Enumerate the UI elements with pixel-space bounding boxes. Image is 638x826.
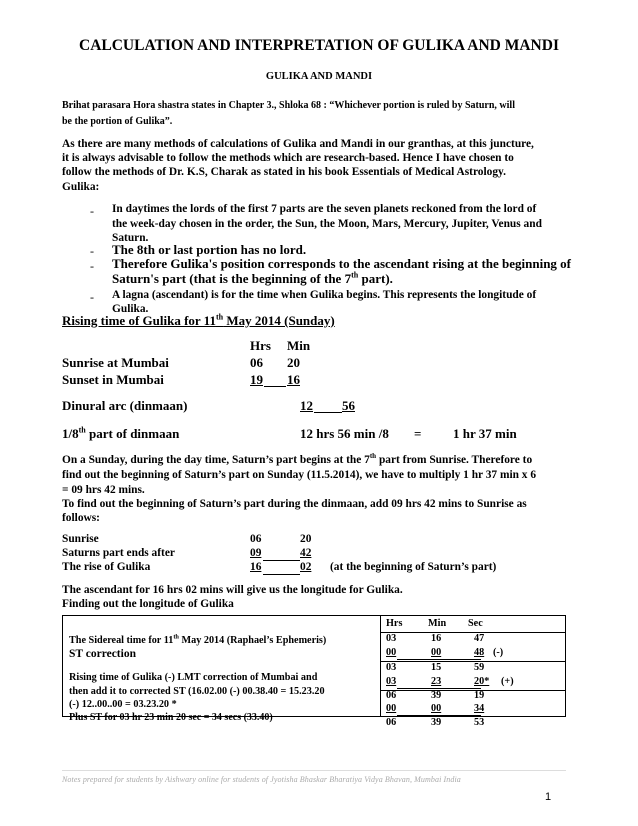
bullet1-line-1: In daytimes the lords of the first 7 parts are the seven planets reckoned from the lord of [112,203,537,215]
bullet2: The 8th or last portion has no lord. [112,242,307,257]
gulika-row-note: (at the beginning of Saturn’s part) [330,561,497,573]
eighth-result: 1 hr 37 min [453,426,517,441]
table-cell: 06 [386,717,397,728]
para1-line-2: it is always advisable to follow the methods which are research-based. Hence I have chosen to [62,152,514,164]
table-cell: 00 [431,647,442,658]
table-note: (+) [501,676,514,687]
sunrise-hrs: 06 [250,355,263,370]
equals: = [414,426,422,441]
table-cell: 23 [431,676,442,687]
underline [314,412,342,413]
ascendant-line-2: Finding out the longitude of Gulika [62,598,234,610]
para1-line-3: follow the methods of Dr. K.S, Charak as stated in his book Essentials of Medical Astrology. [62,166,506,178]
sunset-min: 16 [287,372,300,387]
table-cell: 20* [474,676,490,687]
col-min: Min [428,618,447,629]
sunrise-row-hrs: 06 [250,533,262,545]
rising-gulika-line-2: then add it to corrected ST (16.02.00 (-) 00.38.40 = 15.23.20 [69,686,325,697]
sunrise-row-min: 20 [300,533,312,545]
underline [264,386,286,387]
gulika-row-label: The rise of Gulika [62,561,151,573]
longitude-table [62,615,566,728]
col-min: Min [287,338,311,353]
bullet1-line-3: Saturn. [112,232,149,244]
underline [397,688,481,689]
ascendant-line-1: The ascendant for 16 hrs 02 mins will give us the longitude for Gulika. [62,584,403,596]
col-sec: Sec [468,618,483,629]
bullet3-line-1: Therefore Gulika's position corresponds to the ascendant rising at the beginning of [112,256,572,271]
sunday-line-2: find out the beginning of Saturn’s part on Sunday (11.5.2014), we have to multiply 1 hr 37 min x 6 [62,469,537,481]
table-cell: 03 [386,662,397,673]
subtitle: GULIKA AND MANDI [265,71,373,82]
table-cell: 06 [386,690,397,701]
sunrise-label: Sunrise at Mumbai [62,355,169,370]
sunday-line-5: follows: [62,512,100,524]
bullet1-line-2: the week-day chosen in the order, the Sun, the Moon, Mars, Mercury, Jupiter, Venus and [112,218,542,230]
sidereal-label: The Sidereal time for 11th May 2014 (Raphael’s Ephemeris) [69,633,327,646]
intro-line-2: be the portion of Gulika”. [62,116,173,127]
page-number: 1 [545,791,552,803]
bullet4-line-1: A lagna (ascendant) is for the time when Gulika begins. This represents the longitude of [112,289,537,301]
bullet-dash: - [90,204,94,218]
bullet3-line-2: Saturn's part (that is the beginning of the 7th part). [112,270,393,286]
table-note: (-) [493,647,504,658]
table-divider [380,616,381,716]
eighth-label: 1/8th part of dinmaan [62,425,180,441]
table-cell: 34 [474,703,485,714]
dinural-min: 56 [342,398,355,413]
sunday-line-3: = 09 hrs 42 mins. [62,484,145,496]
sunday-line-4: To find out the beginning of Saturn’s part during the dinmaan, add 09 hrs 42 mins to Sunrise as [62,498,527,510]
table-cell: 47 [474,633,485,644]
eighth-calc: 12 hrs 56 min /8 [300,426,389,441]
bullet4-line-2: Gulika. [112,303,149,315]
page-title: CALCULATION AND INTERPRETATION OF GULIKA AND MANDI [79,37,559,54]
sunset-hrs: 19 [250,372,263,387]
table-cell: 03 [386,676,397,687]
section-heading: Rising time of Gulika for 11th May 2014 (Sunday) [62,312,335,328]
sunday-line-1: On a Sunday, during the day time, Saturn’s part begins at the 7th part from Sunrise. Therefore to [62,452,533,466]
footer-note: Notes prepared for students by Aishwary online for students of Jyotisha Bhaskar Bharatiya Vidya Bhavan, Mumbai India [62,775,461,784]
dinural-label: Dinural arc (dinmaan) [62,398,188,413]
sunset-label: Sunset in Mumbai [62,372,164,387]
bullet-dash: - [90,290,94,304]
sunrise-min: 20 [287,355,300,370]
table-cell: 39 [431,690,442,701]
col-hrs: Hrs [250,338,271,353]
bullet-dash: - [90,244,94,258]
table-cell: 19 [474,690,485,701]
underline [263,574,300,575]
para1-line-1: As there are many methods of calculations of Gulika and Mandi in our granthas, at this juncture, [62,138,534,150]
table-cell: 15 [431,662,442,673]
table-cell: 53 [474,717,485,728]
rising-gulika-line-1: Rising time of Gulika (-) LMT correction of Mumbai and [69,672,318,683]
table-cell: 00 [386,703,397,714]
sunrise-row-label: Sunrise [62,533,99,545]
saturn-row-min: 42 [300,547,312,559]
table-cell: 39 [431,717,442,728]
table-cell: 16 [431,633,442,644]
dinural-hrs: 12 [300,398,313,413]
saturn-row-hrs: 09 [250,547,262,559]
table-cell: 03 [386,633,397,644]
underline [397,659,481,660]
col-hrs: Hrs [386,618,403,629]
table-cell: 59 [474,662,485,673]
intro-line-1: Brihat parasara Hora shastra states in Chapter 3., Shloka 68 : “Whichever portion is ruled by Saturn, will [62,100,515,111]
footer-rule [62,770,566,771]
gulika-row-hrs: 16 [250,561,262,573]
table-cell: 48 [474,647,485,658]
rising-gulika-line-3: (-) 12..00..00 = 03.23.20 * [69,699,177,710]
st-correction-label: ST correction [69,648,136,660]
rising-gulika-line-4: Plus ST for 03 hr 23 min 20 sec = 34 secs (33.40) [69,712,273,723]
table-cell: 00 [431,703,442,714]
gulika-row-min: 02 [300,561,312,573]
underline [263,560,300,561]
gulika-label: Gulika: [62,181,100,193]
bullet-dash: - [90,259,94,273]
saturn-row-label: Saturns part ends after [62,547,175,559]
table-cell: 00 [386,647,397,658]
